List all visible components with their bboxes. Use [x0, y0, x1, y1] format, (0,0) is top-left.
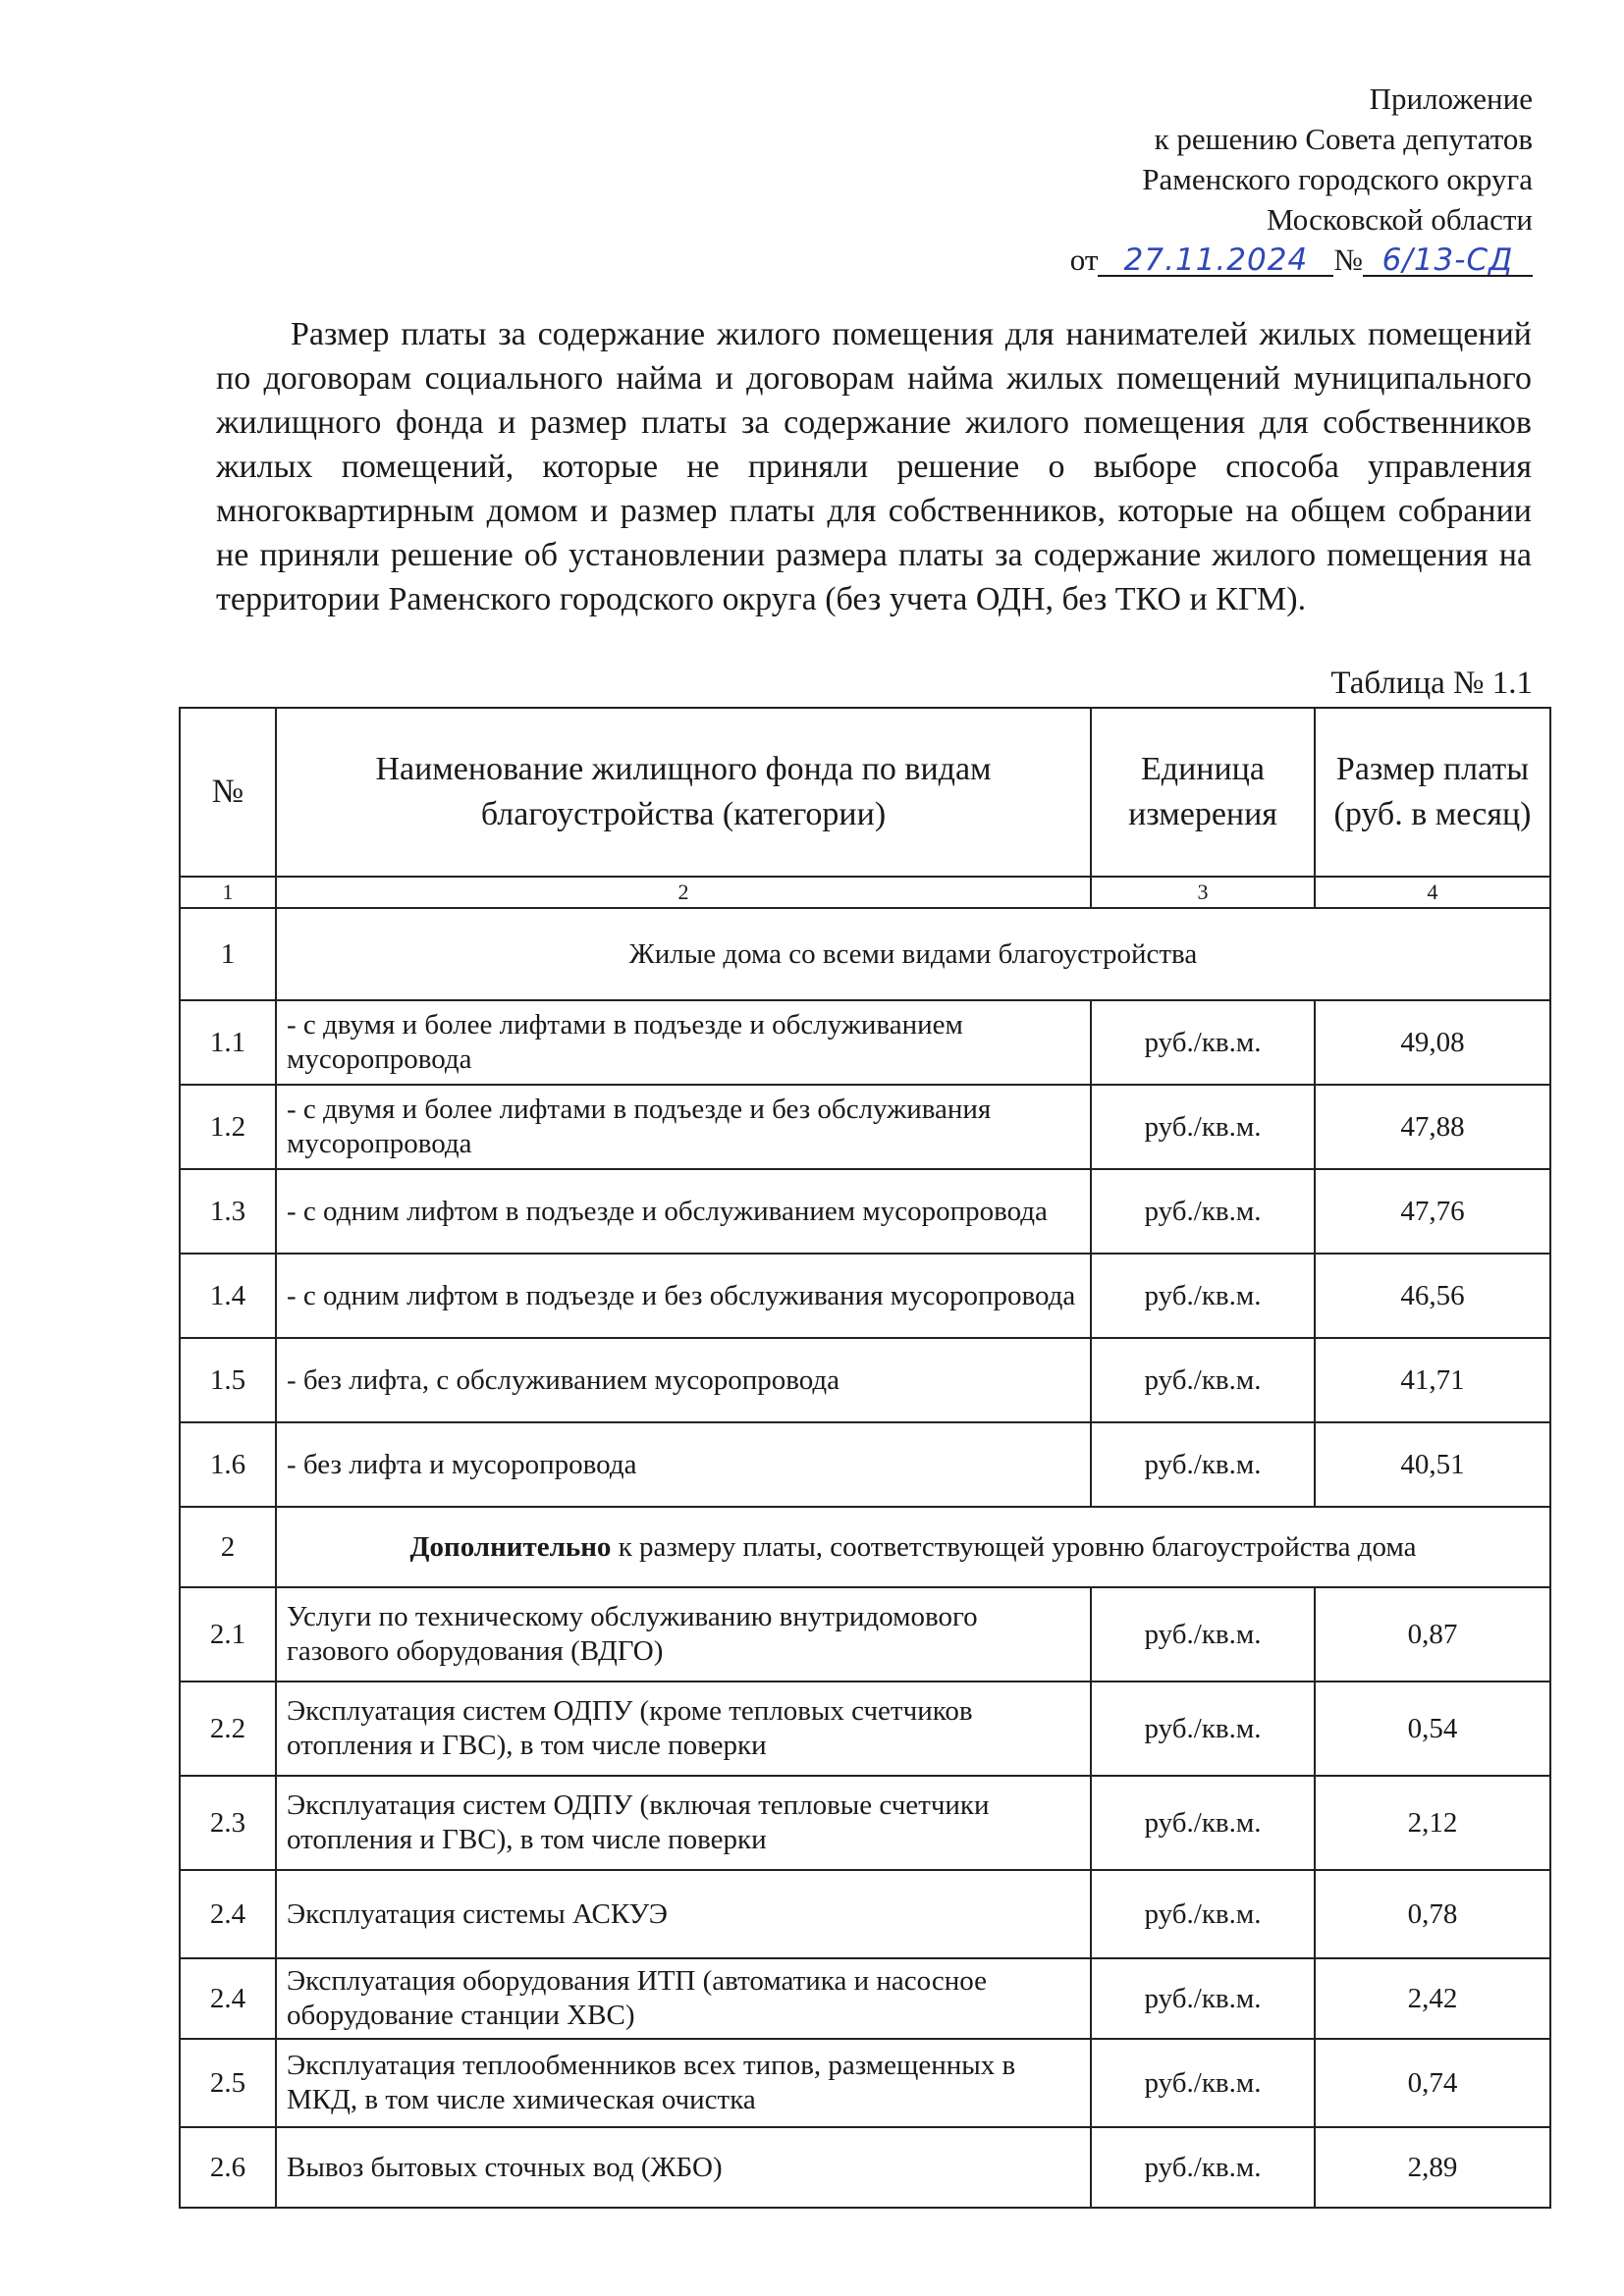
- row-value: 41,71: [1315, 1338, 1550, 1422]
- column-number: 2: [276, 877, 1091, 908]
- date-prefix: от: [1069, 242, 1099, 277]
- table-caption: Таблица № 1.1: [1330, 666, 1533, 701]
- section-title-rest: к размеру платы, соответствующей уровню благоустройства дома: [611, 1530, 1417, 1563]
- row-value: 2,42: [1315, 1958, 1550, 2039]
- row-unit: руб./кв.м.: [1091, 1085, 1315, 1169]
- row-number: 2.1: [180, 1587, 276, 1682]
- row-value: 2,89: [1315, 2127, 1550, 2208]
- row-value: 40,51: [1315, 1422, 1550, 1507]
- intro-paragraph: [216, 312, 1532, 621]
- table-row: [180, 1254, 1550, 1338]
- table-row: [180, 1169, 1550, 1254]
- column-number: 3: [1091, 877, 1315, 908]
- row-value: 0,74: [1315, 2039, 1550, 2127]
- row-number: 1.1: [180, 1000, 276, 1085]
- row-number: 1.6: [180, 1422, 276, 1507]
- header-price: Размер платы (руб. в месяц): [1315, 708, 1550, 877]
- tariff-table: [179, 707, 1551, 2209]
- row-unit: руб./кв.м.: [1091, 1000, 1315, 1085]
- section-title: Жилые дома со всеми видами благоустройства: [276, 908, 1550, 1000]
- number-prefix: №: [1333, 242, 1363, 277]
- row-unit: руб./кв.м.: [1091, 1422, 1315, 1507]
- row-number: 1.4: [180, 1254, 276, 1338]
- row-number: 1.2: [180, 1085, 276, 1169]
- row-number: 1.5: [180, 1338, 276, 1422]
- table-row: [180, 1338, 1550, 1422]
- intro-text: Размер платы за содержание жилого помещения для нанимателей жилых помещений по договорам социального найма и договорам найма жилых помещений муниципального жилищного фонда и размер платы за содержание жилого помещения для собственников жилых помещений, которые не приняли решение о выборе способа управления многоквартирным домом и размер платы для собственников, которые на общем собрании не приняли решение об установлении размера платы за содержание жилого помещения на территории Раменского городского округа (без учета ОДН, без ТКО и КГМ).: [216, 316, 1532, 617]
- document-header: [1070, 79, 1533, 280]
- row-unit: руб./кв.м.: [1091, 2039, 1315, 2127]
- row-name: Эксплуатация теплообменников всех типов, размещенных в МКД, в том числе химическая очистка: [276, 2039, 1091, 2127]
- row-unit: руб./кв.м.: [1091, 1958, 1315, 2039]
- header-date-number-line: [1070, 240, 1533, 280]
- row-number: 1.3: [180, 1169, 276, 1254]
- row-name: - с одним лифтом в подъезде и без обслуживания мусоропровода: [276, 1254, 1091, 1338]
- row-number: 2.4: [180, 1870, 276, 1958]
- header-name: Наименование жилищного фонда по видам благоустройства (категории): [276, 708, 1091, 877]
- row-value: 0,78: [1315, 1870, 1550, 1958]
- row-name: Вывоз бытовых сточных вод (ЖБО): [276, 2127, 1091, 2208]
- column-number: 4: [1315, 877, 1550, 908]
- row-value: 47,76: [1315, 1169, 1550, 1254]
- header-number: №: [180, 708, 276, 877]
- row-number: 2.3: [180, 1776, 276, 1870]
- table-row: [180, 2127, 1550, 2208]
- column-number: 1: [180, 877, 276, 908]
- section-row: [180, 908, 1550, 1000]
- section-row: [180, 1507, 1550, 1587]
- row-number: 2.4: [180, 1958, 276, 2039]
- row-name: - с двумя и более лифтами в подъезде и без обслуживания мусоропровода: [276, 1085, 1091, 1169]
- header-line-appendix: Приложение: [1369, 81, 1533, 116]
- row-value: 0,87: [1315, 1587, 1550, 1682]
- row-number: 2.2: [180, 1682, 276, 1776]
- header-unit: Единица измерения: [1091, 708, 1315, 877]
- table-row: [180, 1682, 1550, 1776]
- row-name: - без лифта, с обслуживанием мусоропровода: [276, 1338, 1091, 1422]
- handwritten-number: 6/13-СД: [1363, 245, 1533, 277]
- section-number: 1: [180, 908, 276, 1000]
- row-name: Услуги по техническому обслуживанию внутридомового газового оборудования (ВДГО): [276, 1587, 1091, 1682]
- section-number: 2: [180, 1507, 276, 1587]
- row-name: - с двумя и более лифтами в подъезде и обслуживанием мусоропровода: [276, 1000, 1091, 1085]
- section-title-bold: Дополнительно: [409, 1530, 612, 1563]
- row-name: - без лифта и мусоропровода: [276, 1422, 1091, 1507]
- section-title: [276, 1507, 1550, 1587]
- column-number-row: [180, 877, 1550, 908]
- row-unit: руб./кв.м.: [1091, 1338, 1315, 1422]
- row-unit: руб./кв.м.: [1091, 1682, 1315, 1776]
- table-row: [180, 1422, 1550, 1507]
- row-unit: руб./кв.м.: [1091, 1169, 1315, 1254]
- table-row: [180, 1000, 1550, 1085]
- row-name: Эксплуатация системы АСКУЭ: [276, 1870, 1091, 1958]
- row-value: 2,12: [1315, 1776, 1550, 1870]
- header-line-district: Раменского городского округа: [1142, 162, 1533, 196]
- row-number: 2.6: [180, 2127, 276, 2208]
- row-unit: руб./кв.м.: [1091, 1254, 1315, 1338]
- table-row: [180, 1587, 1550, 1682]
- header-line-decision: к решению Совета депутатов: [1154, 122, 1533, 156]
- row-unit: руб./кв.м.: [1091, 1587, 1315, 1682]
- row-name: Эксплуатация систем ОДПУ (кроме тепловых счетчиков отопления и ГВС), в том числе поверки: [276, 1682, 1091, 1776]
- header-line-region: Московской области: [1267, 202, 1533, 237]
- row-name: Эксплуатация оборудования ИТП (автоматика и насосное оборудование станции ХВС): [276, 1958, 1091, 2039]
- row-unit: руб./кв.м.: [1091, 1870, 1315, 1958]
- table-row: [180, 1776, 1550, 1870]
- row-value: 0,54: [1315, 1682, 1550, 1776]
- row-name: - с одним лифтом в подъезде и обслуживанием мусоропровода: [276, 1169, 1091, 1254]
- row-value: 47,88: [1315, 1085, 1550, 1169]
- handwritten-date: 27.11.2024: [1098, 245, 1333, 277]
- row-value: 46,56: [1315, 1254, 1550, 1338]
- row-value: 49,08: [1315, 1000, 1550, 1085]
- table-row: [180, 2039, 1550, 2127]
- row-unit: руб./кв.м.: [1091, 2127, 1315, 2208]
- table-row: [180, 1958, 1550, 2039]
- row-unit: руб./кв.м.: [1091, 1776, 1315, 1870]
- row-name: Эксплуатация систем ОДПУ (включая тепловые счетчики отопления и ГВС), в том числе поверки: [276, 1776, 1091, 1870]
- table-header-row: [180, 708, 1550, 877]
- row-number: 2.5: [180, 2039, 276, 2127]
- table-row: [180, 1085, 1550, 1169]
- table-row: [180, 1870, 1550, 1958]
